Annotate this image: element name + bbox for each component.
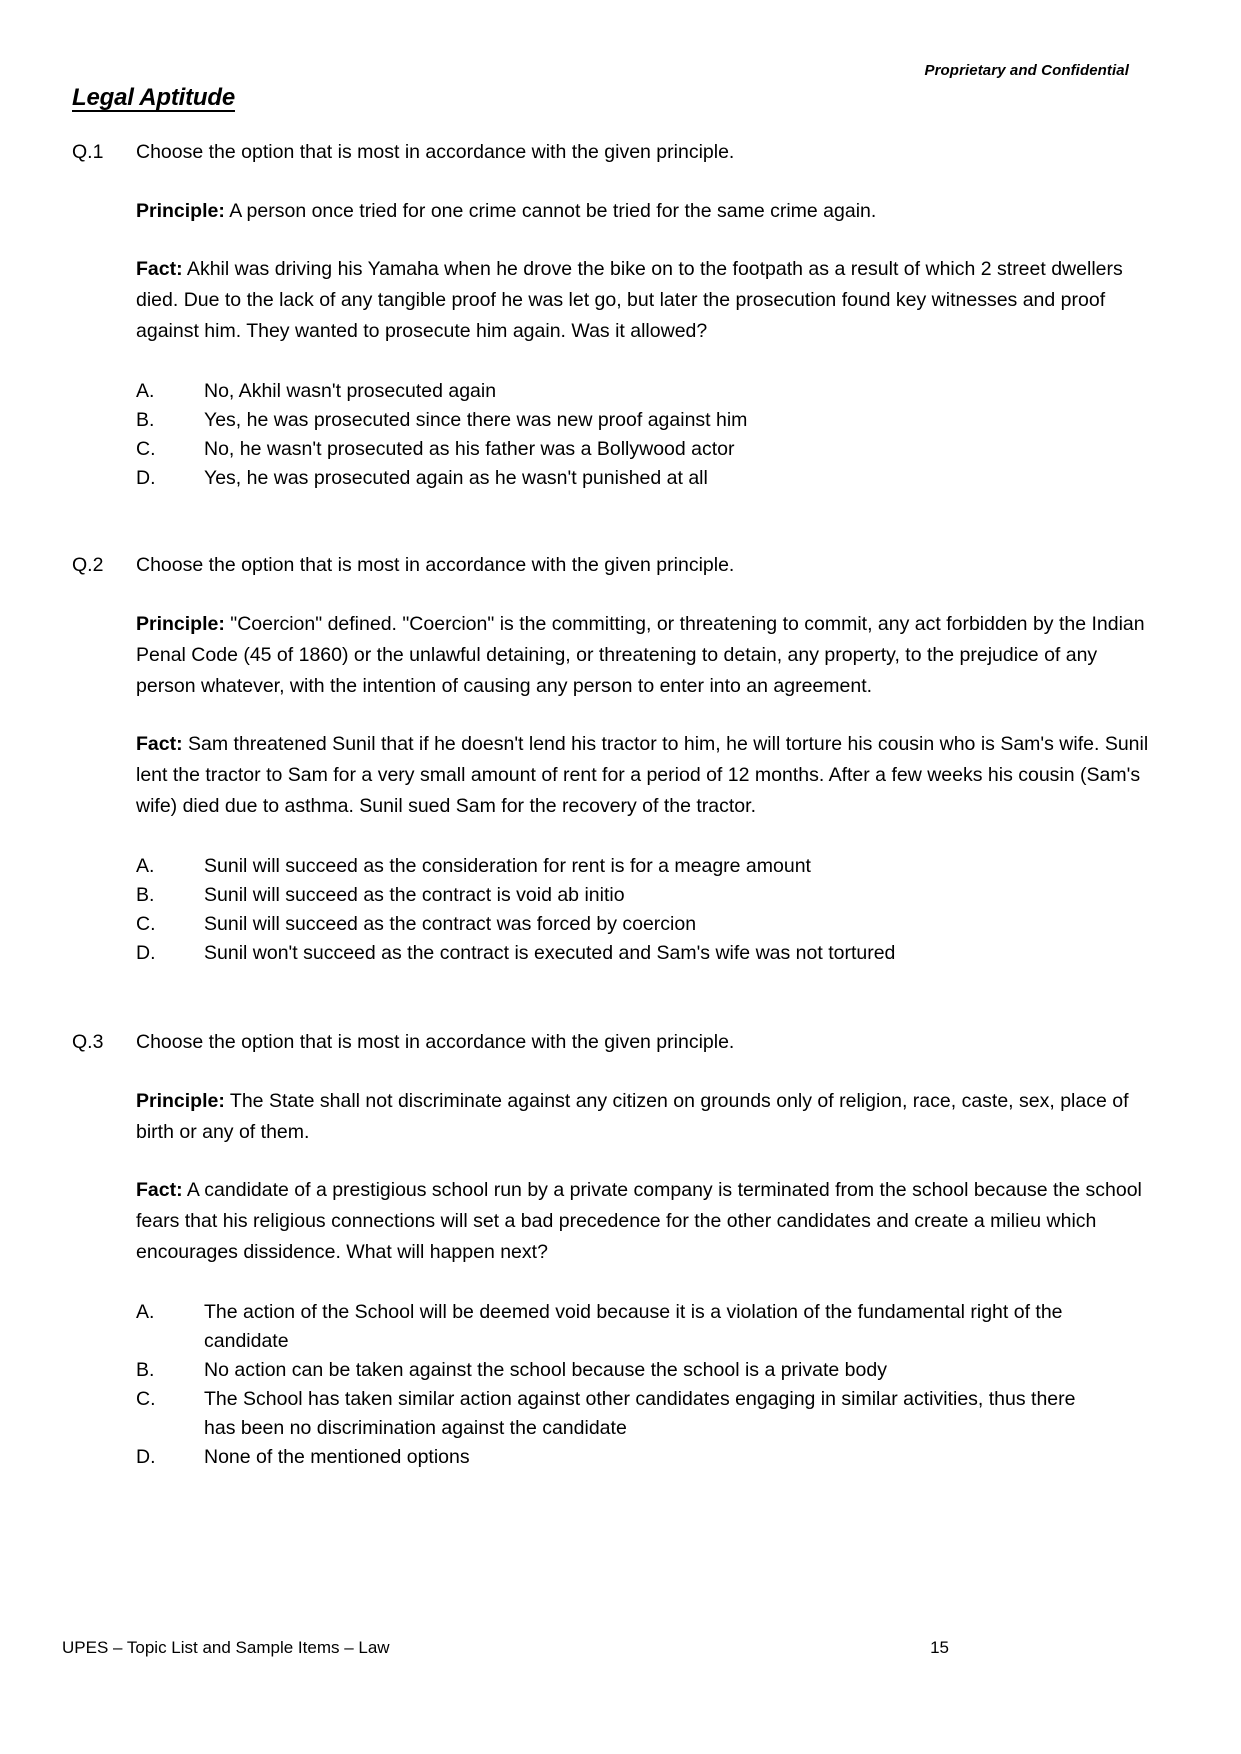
fact-paragraph <box>136 729 1161 822</box>
fact-text: Akhil was driving his Yamaha when he drove the bike on to the footpath as a result of which 2 street dwellers died. Due to the lack of any tangible proof he was let go, but later the prosecution found key witnesses and proof against him. They wanted to prosecute him again. Was it allowed? <box>136 258 1123 342</box>
option-letter: C. <box>136 1388 156 1410</box>
question-number: Q.2 <box>72 554 104 576</box>
fact-text: Sam threatened Sunil that if he doesn't lend his tractor to him, he will torture his cousin who is Sam's wife. Sunil lent the tractor to Sam for a very small amount of rent for a period of 12 months. After a few weeks his cousin (Sam's wife) died due to asthma. Sunil sued Sam for the recovery of the tractor. <box>136 733 1149 817</box>
question-heading <box>72 551 1161 579</box>
option-text: Sunil won't succeed as the contract is executed and Sam's wife was not tortured <box>204 942 896 964</box>
page-title: Legal Aptitude <box>72 84 235 111</box>
fact-label: Fact: <box>136 258 183 280</box>
principle-paragraph <box>136 1086 1161 1148</box>
question-block <box>72 138 1161 493</box>
options-list <box>136 1298 1161 1472</box>
option-text: No, Akhil wasn't prosecuted again <box>204 380 497 402</box>
fact-paragraph <box>136 1175 1161 1268</box>
option-text: The action of the School will be deemed void because it is a violation of the fundamental right of the candidate <box>204 1301 1063 1352</box>
question-prompt: Choose the option that is most in accordance with the given principle. <box>136 554 735 576</box>
confidentiality-header: Proprietary and Confidential <box>924 62 1129 79</box>
option-row[interactable] <box>136 910 1161 939</box>
option-letter: A. <box>136 380 155 402</box>
question-body <box>136 1086 1161 1472</box>
option-letter: D. <box>136 467 156 489</box>
option-letter: C. <box>136 438 156 460</box>
question-block <box>72 551 1161 968</box>
option-letter: B. <box>136 1359 155 1381</box>
question-heading <box>72 138 1161 166</box>
option-text: The School has taken similar action against other candidates engaging in similar activities, thus there has been no discrimination against the candidate <box>204 1388 1076 1439</box>
page-footer <box>62 1638 1153 1658</box>
option-row[interactable] <box>136 1443 1161 1472</box>
options-list <box>136 852 1161 968</box>
principle-label: Principle: <box>136 613 225 635</box>
option-letter: D. <box>136 1446 156 1468</box>
option-text: Sunil will succeed as the contract was forced by coercion <box>204 913 697 935</box>
footer-document-label: UPES – Topic List and Sample Items – Law <box>62 1638 390 1657</box>
question-prompt: Choose the option that is most in accordance with the given principle. <box>136 1031 735 1053</box>
principle-paragraph <box>136 196 1161 227</box>
option-text: Sunil will succeed as the consideration for rent is for a meagre amount <box>204 855 811 877</box>
question-block <box>72 1028 1161 1472</box>
fact-label: Fact: <box>136 1179 183 1201</box>
question-number: Q.3 <box>72 1031 104 1053</box>
option-row[interactable] <box>136 464 1161 493</box>
option-letter: A. <box>136 855 155 877</box>
option-letter: B. <box>136 884 155 906</box>
option-row[interactable] <box>136 1298 1161 1356</box>
option-letter: B. <box>136 409 155 431</box>
principle-text: A person once tried for one crime cannot be tried for the same crime again. <box>224 200 877 222</box>
option-row[interactable] <box>136 881 1161 910</box>
principle-paragraph <box>136 609 1161 702</box>
questions-container <box>72 138 1161 1518</box>
principle-text: "Coercion" defined. "Coercion" is the committing, or threatening to commit, any act forbidden by the Indian Penal Code (45 of 1860) or the unlawful detaining, or threatening to detain, any property, to the prejudice of any person whatever, with the intention of causing any person to enter into an agreement. <box>136 613 1145 697</box>
option-text: Yes, he was prosecuted again as he wasn't punished at all <box>204 467 708 489</box>
fact-label: Fact: <box>136 733 183 755</box>
option-row[interactable] <box>136 406 1161 435</box>
question-number: Q.1 <box>72 141 104 163</box>
option-row[interactable] <box>136 435 1161 464</box>
question-heading <box>72 1028 1161 1056</box>
principle-label: Principle: <box>136 1090 225 1112</box>
question-body <box>136 196 1161 493</box>
principle-text: The State shall not discriminate against any citizen on grounds only of religion, race, caste, sex, place of birth or any of them. <box>136 1090 1129 1143</box>
option-row[interactable] <box>136 377 1161 406</box>
question-body <box>136 609 1161 968</box>
option-row[interactable] <box>136 1356 1161 1385</box>
option-row[interactable] <box>136 852 1161 881</box>
option-text: Sunil will succeed as the contract is void ab initio <box>204 884 625 906</box>
principle-label: Principle: <box>136 200 225 222</box>
options-list <box>136 377 1161 493</box>
option-row[interactable] <box>136 939 1161 968</box>
fact-paragraph <box>136 254 1161 347</box>
option-letter: C. <box>136 913 156 935</box>
fact-text: A candidate of a prestigious school run by a private company is terminated from the school because the school fears that his religious connections will set a bad precedence for the other candidates and create a milieu which encourages dissidence. What will happen next? <box>136 1179 1142 1263</box>
question-prompt: Choose the option that is most in accordance with the given principle. <box>136 141 735 163</box>
option-letter: D. <box>136 942 156 964</box>
option-text: No action can be taken against the school because the school is a private body <box>204 1359 887 1381</box>
option-letter: A. <box>136 1301 155 1323</box>
option-row[interactable] <box>136 1385 1161 1443</box>
option-text: None of the mentioned options <box>204 1446 470 1468</box>
option-text: No, he wasn't prosecuted as his father was a Bollywood actor <box>204 438 735 460</box>
option-text: Yes, he was prosecuted since there was new proof against him <box>204 409 748 431</box>
footer-page-number: 15 <box>930 1638 949 1657</box>
